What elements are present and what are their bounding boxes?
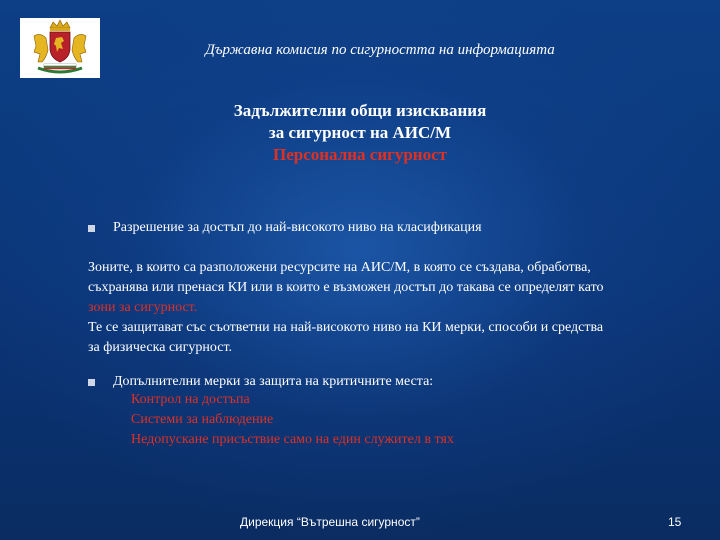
title-line-2: за сигурност на АИС/М	[268, 123, 452, 142]
title-line-1: Задължителни общи изисквания	[233, 101, 487, 120]
paragraph-line: Те се защитават със съответни на най-високото ниво на КИ мерки, способи и средства	[88, 320, 604, 335]
footer-text: Дирекция “Вътрешна сигурност”	[240, 515, 420, 529]
bullet-item-access	[88, 218, 482, 238]
sub-item-no-single-employee: Недопускане присъствие само на един служител в тях	[131, 432, 454, 447]
bulgarian-coat-of-arms-icon	[20, 18, 100, 78]
organization-name: Държавна комисия по сигурността на информацията	[205, 42, 555, 58]
paragraph-line: за физическа сигурност.	[88, 340, 233, 355]
paragraph-highlight: зони за сигурност.	[88, 300, 198, 315]
sub-item-access-control: Контрол на достъпа	[131, 392, 250, 407]
bullet-text: Допълнителни мерки за защита на критичните места:	[113, 374, 434, 389]
slide-title	[140, 100, 580, 166]
zones-paragraph	[88, 258, 688, 358]
square-bullet-icon	[88, 379, 95, 386]
bullet-item-measures	[88, 372, 433, 392]
bullet-text: Разрешение за достъп до най-високото ниво на класификация	[113, 220, 482, 235]
sub-item-surveillance: Системи за наблюдение	[131, 412, 274, 427]
paragraph-line: съхранява или пренася КИ или в които е възможен достъп до такава се определят като	[88, 280, 604, 295]
page-number: 15	[668, 515, 682, 529]
paragraph-line: Зоните, в които са разположени ресурсите на АИС/М, в която се създава, обработва,	[88, 260, 591, 275]
square-bullet-icon	[88, 225, 95, 232]
title-subtitle: Персонална сигурност	[272, 145, 447, 164]
